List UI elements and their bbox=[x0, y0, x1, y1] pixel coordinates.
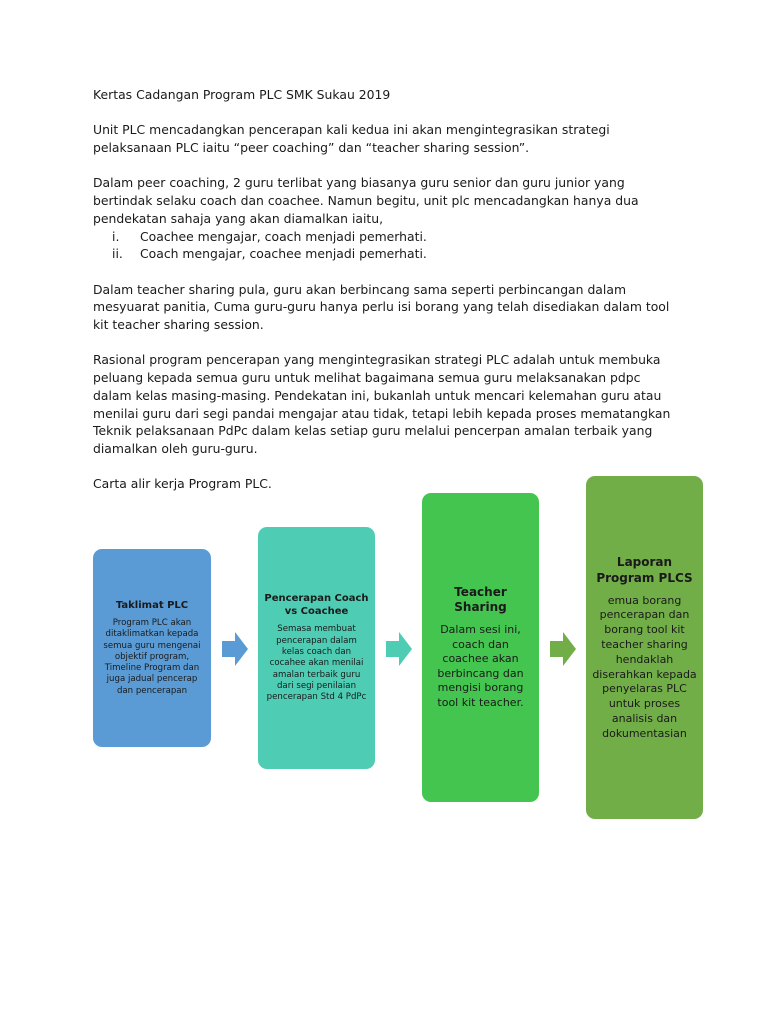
flow-step-body: Semasa membuat pencerapan dalam kelas coach dan cocahee akan menilai amalan terbaik guru dari segi penilaian pencerapan Std 4 PdPc bbox=[266, 624, 367, 703]
flow-step-title: Teacher Sharing bbox=[454, 585, 507, 614]
flow-step-title: Laporan Program PLCS bbox=[596, 554, 693, 585]
flow-step-teacher-sharing bbox=[422, 493, 539, 802]
flow-step-title: Taklimat PLC bbox=[115, 599, 189, 611]
arrow-right-icon bbox=[222, 632, 248, 666]
flow-step-briefing bbox=[93, 549, 211, 747]
list-item bbox=[93, 245, 678, 263]
flow-step-report bbox=[586, 476, 703, 819]
list-item bbox=[93, 228, 678, 246]
document-title: Kertas Cadangan Program PLC SMK Sukau 2019 bbox=[93, 87, 391, 102]
paragraph-peer-coaching: Dalam peer coaching, 2 guru terlibat yang biasanya guru senior dan guru junior yang bertindak selaku coach dan coachee. Namun begitu, unit plc mencadangkan hanya dua pendekatan sahaja yang akan diamalkan iaitu, bbox=[93, 175, 639, 226]
paragraph-rationale: Rasional program pencerapan yang mengintegrasikan strategi PLC adalah untuk membuka peluang kepada semua guru untuk melihat bagaimana semua guru melaksanakan pdpc dalam kelas masing-masing. Pendekatan ini, bukanlah untuk mencari kelemahan guru atau menilai guru dari segi pandai mengajar atau tidak, tetapi lebih kepada proses mematangkan Teknik pelaksanaan PdPc dalam kelas setiap guru melalui pencerpan amalan terbaik yang diamalkan oleh guru-guru. bbox=[93, 352, 671, 456]
paragraph-intro: Unit PLC mencadangkan pencerapan kali kedua ini akan mengintegrasikan strategi pelaksanaan PLC iaitu “peer coaching” dan “teacher sharing session”. bbox=[93, 122, 610, 156]
flow-step-title: Pencerapan Coach vs Coachee bbox=[264, 593, 369, 618]
flow-step-body: Program PLC akan ditaklimatkan kepada semua guru mengenai objektif program, Timeline Program dan juga jadual pencerap dan pencerapan bbox=[103, 617, 201, 696]
arrow-right-icon bbox=[386, 632, 412, 666]
list-item-text: Coach mengajar, coachee menjadi pemerhati. bbox=[140, 246, 427, 262]
arrow-right-icon bbox=[550, 632, 576, 666]
paragraph-teacher-sharing: Dalam teacher sharing pula, guru akan berbincang sama seperti perbincangan dalam mesyuarat panitia, Cuma guru-guru hanya perlu isi borang yang telah disediakan dalam tool kit teacher sharing session. bbox=[93, 281, 670, 333]
document-body bbox=[93, 86, 678, 511]
list-item-text: Coachee mengajar, coach menjadi pemerhati. bbox=[140, 228, 427, 244]
approach-list bbox=[93, 228, 678, 263]
flow-step-body: emua borang pencerapan dan borang tool kit teacher sharing hendaklah diserahkan kepada penyelaras PLC untuk proses analisis dan dokumentasian bbox=[592, 593, 697, 740]
paragraph-flowchart-caption: Carta alir kerja Program PLC. bbox=[93, 476, 272, 492]
list-item-number: i. bbox=[112, 228, 120, 244]
flow-step-body: Dalam sesi ini, coach dan coachee akan berbincang dan mengisi borang tool kit teacher. bbox=[437, 623, 524, 709]
list-item-number: ii. bbox=[112, 246, 123, 262]
flow-step-observation bbox=[258, 527, 375, 769]
